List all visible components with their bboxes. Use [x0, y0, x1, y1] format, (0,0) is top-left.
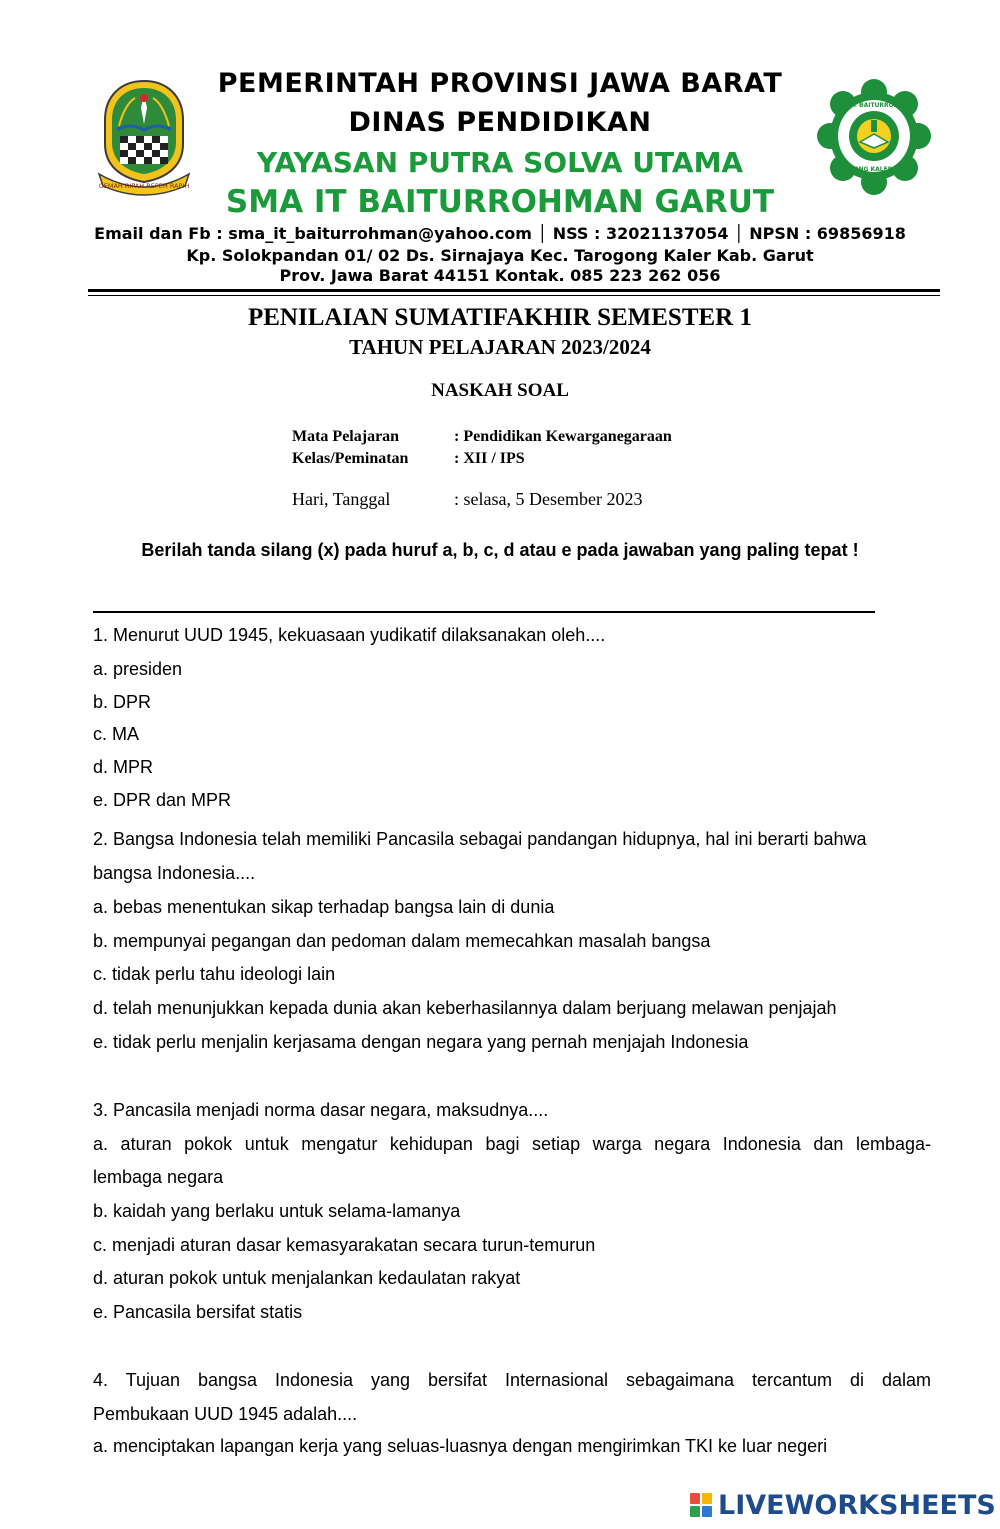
option-d: d. telah menunjukkan kepada dunia akan keberhasilannya dalam berjuang melawan penjajah	[93, 998, 837, 1018]
option-a-continued: lembaga negara	[93, 1167, 224, 1187]
instruction-text: Berilah tanda silang (x) pada huruf a, b, c, d atau e pada jawaban yang paling tepat !	[141, 540, 859, 560]
academic-year: TAHUN PELAJARAN 2023/2024	[349, 335, 651, 359]
option-c: c. MA	[93, 724, 140, 744]
school-emblem-text-top: SMA IT BAITURROHMAN	[833, 102, 915, 109]
option-a: a. aturan pokok untuk mengatur kehidupan bagi setiap warga negara Indonesia dan lembaga-	[93, 1134, 931, 1154]
liveworksheets-brand	[690, 1488, 996, 1522]
letterhead-foundation: YAYASAN PUTRA SOLVA UTAMA	[256, 146, 744, 179]
questions-divider	[93, 611, 875, 613]
question-text: 4. Tujuan bangsa Indonesia yang bersifat Internasional sebagaimana tercantum di dalam	[93, 1370, 931, 1390]
letterhead-divider-thick	[88, 289, 940, 292]
option-a: a. presiden	[93, 659, 183, 679]
letterhead-government: PEMERINTAH PROVINSI JAWA BARAT	[217, 68, 783, 99]
option-d: d. MPR	[93, 757, 154, 777]
letterhead-contact: Email dan Fb : sma_it_baiturrohman@yahoo.com │ NSS : 32021137054 │ NPSN : 69856918	[94, 224, 906, 243]
brand-logo-icon	[690, 1493, 712, 1517]
subject-value: : Pendidikan Kewarganegaraan	[454, 428, 672, 445]
class-value: : XII / IPS	[454, 450, 525, 467]
option-b: b. mempunyai pegangan dan pedoman dalam memecahkan masalah bangsa	[93, 931, 711, 951]
subject-label: Mata Pelajaran	[292, 428, 400, 445]
letterhead-province: Prov. Jawa Barat 44151 Kontak. 085 223 262 056	[279, 266, 721, 285]
document-label: NASKAH SOAL	[431, 380, 569, 401]
school-emblem-text-bottom: TAROGONG KALER GARUT	[830, 166, 918, 173]
emblem-motto: GEMAH RIPAH REPEH RAPIH	[98, 182, 190, 190]
letterhead-school-name: SMA IT BAITURROHMAN GARUT	[225, 184, 775, 220]
question-text-continued: bangsa Indonesia....	[93, 863, 256, 883]
letterhead-department: DINAS PENDIDIKAN	[348, 107, 652, 138]
option-d: d. aturan pokok untuk menjalankan kedaulatan rakyat	[93, 1268, 521, 1288]
option-b: b. kaidah yang berlaku untuk selama-lamanya	[93, 1201, 461, 1221]
class-label: Kelas/Peminatan	[292, 450, 409, 467]
date-value: : selasa, 5 Desember 2023	[454, 489, 643, 509]
letterhead-address: Kp. Solokpandan 01/ 02 Ds. Sirnajaya Kec. Tarogong Kaler Kab. Garut	[186, 246, 814, 265]
option-e: e. DPR dan MPR	[93, 790, 232, 810]
question-text: 3. Pancasila menjadi norma dasar negara, maksudnya....	[93, 1100, 549, 1120]
option-a: a. bebas menentukan sikap terhadap bangsa lain di dunia	[93, 897, 555, 917]
question-text: 1. Menurut UUD 1945, kekuasaan yudikatif dilaksanakan oleh....	[93, 625, 606, 645]
brand-name: LIVEWORKSHEETS	[718, 1489, 996, 1521]
option-b: b. DPR	[93, 692, 152, 712]
option-c: c. menjadi aturan dasar kemasyarakatan secara turun-temurun	[93, 1235, 596, 1255]
exam-title: PENILAIAN SUMATIFAKHIR SEMESTER 1	[247, 304, 752, 331]
option-e: e. Pancasila bersifat statis	[93, 1302, 303, 1322]
letterhead-divider-thin	[88, 295, 940, 296]
question-text-continued: Pembukaan UUD 1945 adalah....	[93, 1404, 358, 1424]
option-c: c. tidak perlu tahu ideologi lain	[93, 964, 336, 984]
date-label: Hari, Tanggal	[292, 489, 391, 509]
option-a: a. menciptakan lapangan kerja yang seluas-luasnya dengan mengirimkan TKI ke luar negeri	[93, 1436, 828, 1456]
option-e: e. tidak perlu menjalin kerjasama dengan negara yang pernah menjajah Indonesia	[93, 1032, 749, 1052]
question-text: 2. Bangsa Indonesia telah memiliki Pancasila sebagai pandangan hidupnya, hal ini berarti bahwa	[93, 829, 867, 849]
